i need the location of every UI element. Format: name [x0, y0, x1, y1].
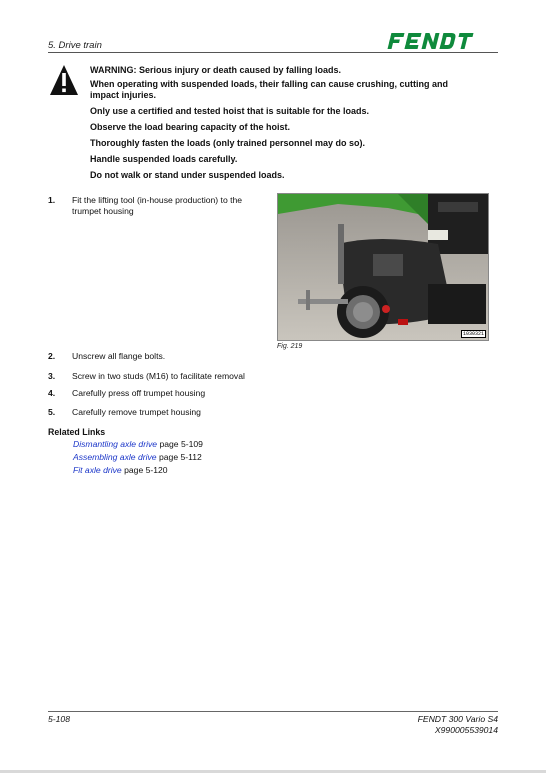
warning-title: WARNING: Serious injury or death caused by falling loads. — [90, 65, 342, 75]
warning-text-line: When operating with suspended loads, their falling can cause crushing, cutting and — [90, 79, 449, 89]
warning-text-line: impact injuries. — [90, 90, 157, 100]
warning-item: Handle suspended loads carefully. — [90, 154, 238, 164]
related-link-item — [73, 439, 203, 449]
step-text: trumpet housing — [72, 206, 134, 216]
related-link-item — [73, 452, 202, 462]
warning-block — [90, 65, 470, 181]
figure-photo — [277, 193, 489, 341]
document-number: X990005539014 — [434, 725, 498, 735]
step-text: Carefully remove trumpet housing — [72, 407, 201, 417]
warning-item: Do not walk or stand under suspended loads. — [90, 170, 285, 180]
related-link-item — [73, 465, 168, 475]
link-assembling-axle-drive[interactable]: Assembling axle drive — [73, 452, 157, 462]
brand-text: FENDT — [386, 31, 390, 32]
link-page-ref: page 5-109 — [157, 439, 203, 449]
step-text: Fit the lifting tool (in-house production) to the — [72, 195, 243, 205]
section-title: 5. Drive train — [48, 40, 102, 51]
warning-item: Thoroughly fasten the loads (only trained personnel may do so). — [90, 138, 366, 148]
header-rule — [48, 52, 498, 53]
step-2 — [48, 351, 308, 363]
step-number: 4. — [48, 388, 56, 398]
step-number: 2. — [48, 351, 56, 361]
model-name: FENDT 300 Vario S4 — [417, 714, 498, 724]
step-number: 5. — [48, 407, 56, 417]
step-number: 3. — [48, 371, 56, 381]
step-text: Screw in two studs (M16) to facilitate removal — [72, 371, 245, 381]
page-number: 5-108 — [48, 714, 70, 724]
warning-item: Observe the load bearing capacity of the hoist. — [90, 122, 291, 132]
step-5 — [48, 407, 308, 419]
step-text: Unscrew all flange bolts. — [72, 351, 166, 361]
warning-triangle-icon — [49, 63, 79, 102]
step-text: Carefully press off trumpet housing — [72, 388, 206, 398]
link-page-ref: page 5-112 — [156, 452, 202, 462]
step-number: 1. — [48, 195, 56, 205]
step-3 — [48, 371, 308, 383]
step-4 — [48, 388, 308, 400]
footer-model-info — [418, 714, 498, 736]
warning-item: Only use a certified and tested hoist that is suitable for the loads. — [90, 106, 370, 116]
link-fit-axle-drive[interactable]: Fit axle drive — [73, 465, 122, 475]
link-page-ref: page 5-120 — [121, 465, 168, 475]
figure-caption: Fig. 219 — [277, 343, 303, 350]
link-dismantling-axle-drive[interactable]: Dismantling axle drive — [73, 439, 158, 449]
image-id: 1030321 — [462, 331, 484, 337]
step-1 — [48, 195, 268, 219]
related-links-title: Related Links — [48, 427, 106, 437]
footer-rule — [48, 711, 498, 712]
